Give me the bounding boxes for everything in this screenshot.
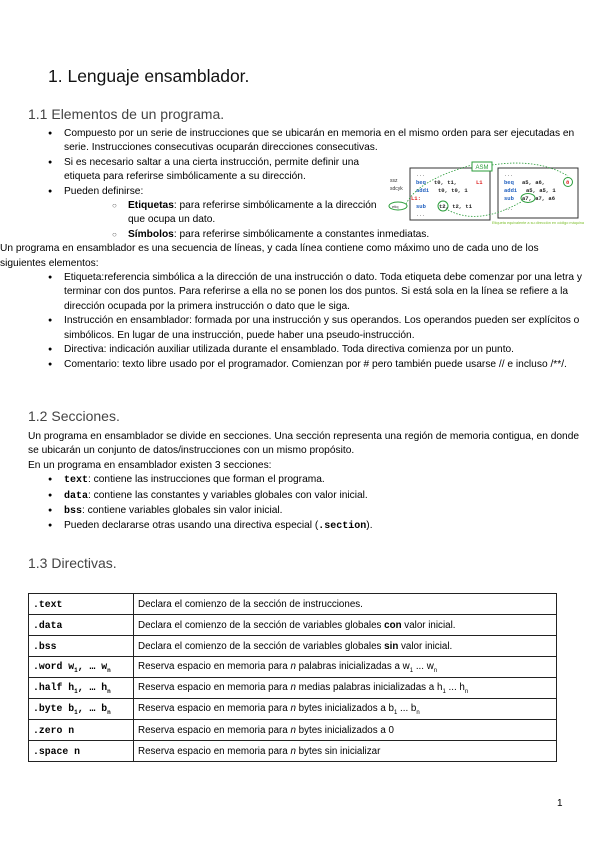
list-item: ● Instrucción en ensamblador: formada por una instrucción y sus operandos. Los operandos pueden ser explícitos o simbólicos. En lugar de una instrucción, puede haber una pseudo-instrucción. [28,314,588,343]
svg-text:...: ... [504,206,514,212]
svg-text:a7, a7, a6: a7, a7, a6 [522,195,556,202]
svg-text:sub: sub [416,203,426,210]
table-row: .data Declara el comienzo de la sección de variables globales con valor inicial. [29,615,557,636]
asm-badge: ASM [475,165,489,171]
assembly-diagram-graphic [388,160,593,230]
diagram-caption: Etiqueta equivalente a su dirección en código máquina [491,221,585,225]
list-item: ● Pueden definirse: [28,185,588,199]
list-item: ● Directiva: indicación auxiliar utilizada durante el ensamblado. Toda directiva comienza por un punto. [28,343,588,357]
section-heading-secciones: 1.2 Secciones. [28,408,120,424]
svg-text:addi: addi [416,187,430,194]
svg-text:L1: L1 [476,179,483,186]
sub-list-item: ○ Símbolos: para referirse simbólicamente a constantes inmediatas. [28,228,588,242]
elementos-paragraph: Un programa en ensamblador es una secuencia de líneas, y cada línea contiene como máximo uno de cada uno de los siguientes elementos: [0,243,539,269]
list-item: ● Etiqueta:referencia simbólica a la dirección de una instrucción o dato. Toda etiqueta debe comenzar por una letra y terminar con dos puntos. Para referirse a ella no se ponen los dos puntos. Si está sola en la línea se refiere a la dirección ocupada por la primera instrucción o dato que le siga. [28,271,588,314]
secciones-intro: En un programa en ensamblador existen 3 secciones: [28,459,272,471]
list-item: ● Si es necesario saltar a una cierta instrucción, permite definir una etiqueta para referirse simbólicamente a su dirección. [28,156,394,185]
svg-text:...: ... [416,172,426,178]
page-number: 1 [557,798,563,809]
svg-text:beq: beq [416,179,426,186]
svg-text:etiq: etiq [392,204,399,209]
svg-text:...: ... [504,172,514,178]
directives-table [28,593,557,762]
list-item: ● Comentario: texto libre usado por el programador. Comienzan por # pero también puede usarse // e incluso /**/. [28,358,588,372]
page-title: 1. Lenguaje ensamblador. [48,66,250,86]
table-row: .zero n Reserva espacio en memoria para n bytes inicializados a 0 [29,720,557,741]
list-item: ● bss: contiene variables globales sin valor inicial. [28,504,588,519]
label-diagram [388,160,593,230]
svg-text:ssz: ssz [390,178,398,184]
list-item: ● Compuesto por un serie de instrucciones que se ubicarán en memoria en el mismo orden para ser ejecutadas en serie. Instrucciones consecutivas ocuparán direcciones consecutivas. [28,127,588,156]
svg-text:8: 8 [566,179,570,186]
svg-text:t0, t1,: t0, t1, [434,179,458,186]
svg-text:L1:: L1: [411,195,421,202]
list-item: ● data: contiene las constantes y variables globales con valor inicial. [28,489,588,504]
svg-text:...: ... [416,212,426,218]
table-row: .half $h_1$, … $h_n$ Reserva espacio en memoria para n medias palabras inicializadas a $h_1$ ... $h_n$ [29,678,557,699]
svg-text:addi: addi [504,187,518,194]
secciones-paragraph: Un programa en ensamblador se divide en secciones. Una sección representa una región de memoria contigua, en donde se ubicarán un conjunto de datos/instrucciones con un mismo propósito. [28,431,580,457]
secciones-block [28,430,588,535]
svg-text:beq: beq [504,179,514,186]
section-heading-elementos: 1.1 Elementos de un programa. [28,106,225,122]
table-row: .space n Reserva espacio en memoria para n bytes sin inicializar [29,741,557,762]
svg-text:sub: sub [504,195,514,202]
svg-text:t2, t2, t1: t2, t2, t1 [439,203,473,210]
table-row: .word $w_1$, … $w_n$ Reserva espacio en memoria para n palabras inicializadas a $w_1$ ... $w_n$ [29,657,557,678]
svg-text:a5, a6,: a5, a6, [522,179,546,186]
svg-text:a5, a5, 1: a5, a5, 1 [526,187,556,194]
table-row: .byte $b_1$, … $b_n$ Reserva espacio en memoria para n bytes inicializados a $b_1$ ... $b_n$ [29,699,557,720]
svg-text:sdcyk: sdcyk [390,186,403,192]
list-item: ● Pueden declararse otras usando una directiva especial (.section). [28,519,588,534]
sub-list-item: ○ Etiquetas: para referirse simbólicamente a la dirección que ocupa un dato. [28,199,378,228]
svg-text:t0, t0, 1: t0, t0, 1 [438,187,468,194]
table-row: .text Declara el comienzo de la sección de instrucciones. [29,594,557,615]
list-item: ● text: contiene las instrucciones que forman el programa. [28,473,588,488]
section-heading-directivas: 1.3 Directivas. [28,555,117,571]
table-row: .bss Declara el comienzo de la sección de variables globales sin valor inicial. [29,636,557,657]
